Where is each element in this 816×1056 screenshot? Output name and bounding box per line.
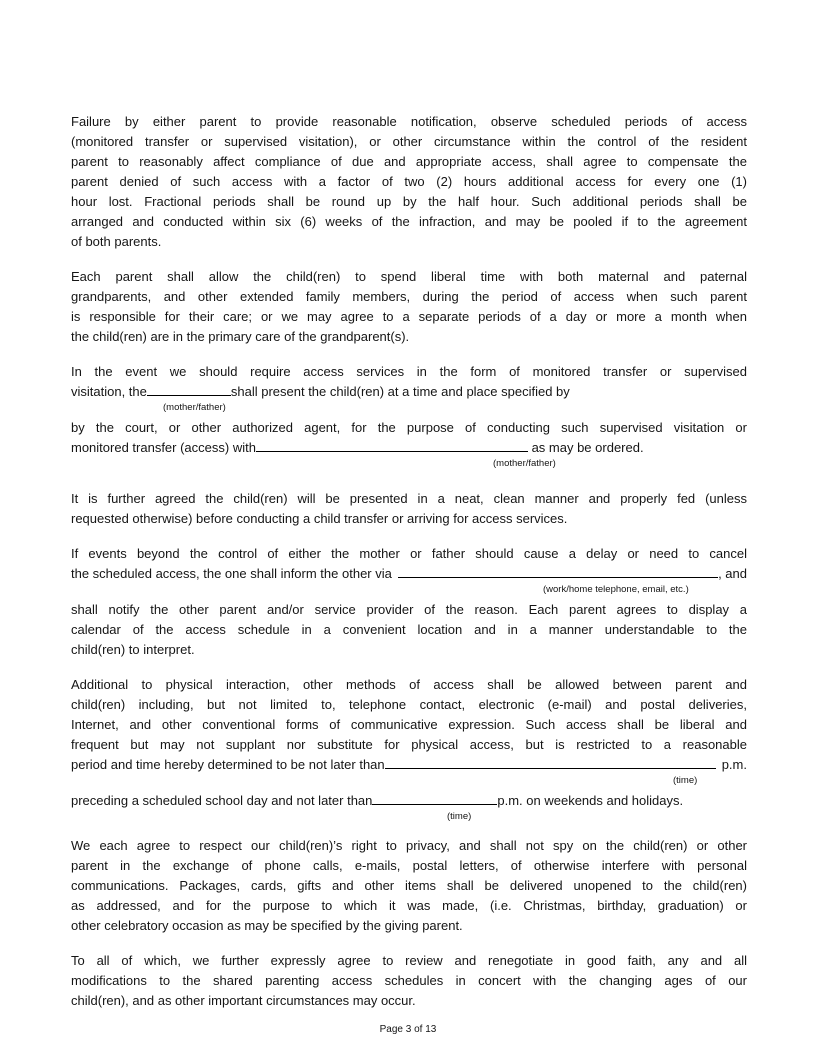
text-line: is responsible for their care; or we may agree to a separate periods of a day or more a month when [71,309,747,324]
text-line: Internet, and other conventional forms of communicative expression. Such access shall be liberal and [71,717,747,732]
blank-caption-time: (time) [447,811,472,822]
text-line: To all of which, we further expressly agree to review and renegotiate in good faith, any and all [71,953,747,968]
text-line: Each parent shall allow the child(ren) to spend liberal time with both maternal and paternal [71,269,747,284]
text-segment: shall present the child(ren) at a time and place specified by [230,384,570,399]
text-line: frequent but may not supplant nor substitute for physical access, but is restricted to a reasonable [71,737,747,752]
text-line: We each agree to respect our child(ren)’s right to privacy, and shall not spy on the child(ren) or other [71,838,747,853]
paragraph-access-services [71,362,747,474]
text-line: by the court, or other authorized agent, for the purpose of conducting such supervised visitation or [71,420,747,435]
text-line: grandparents, and other extended family members, during the period of access when such parent [71,289,747,304]
text-line: of both parents. [71,234,162,249]
text-line: modifications to the shared parenting access schedules in concert with the changing ages of our [71,973,747,988]
text-line: as addressed, and for the purpose to which it was made, (i.e. Christmas, birthday, graduation) or [71,898,747,913]
text-line-with-blank [71,564,747,584]
text-line: child(ren) to interpret. [71,642,195,657]
text-line-with-blank [71,382,747,402]
text-segment: as may be ordered. [527,440,644,455]
text-segment: , and [718,566,747,581]
contact-method-blank[interactable] [398,564,718,578]
paragraph-grandparents-time [71,267,747,347]
blank-caption-contact-method: (work/home telephone, email, etc.) [543,584,689,595]
text-line-with-blank [71,791,747,811]
text-line: parent to reasonably affect compliance of due and appropriate access, shall agree to compensate the [71,154,747,169]
text-line: other celebratory occasion as may be specified by the giving parent. [71,918,463,933]
text-line: It is further agreed the child(ren) will be presented in a neat, clean manner and properly fed (unless [71,491,747,506]
text-line: requested otherwise) before conducting a child transfer or arriving for access services. [71,511,568,526]
text-line: parent denied of such access with a factor of two (2) hours additional access for every one (1) [71,174,747,189]
paragraph-child-presentation [71,489,747,529]
text-line: In the event we should require access services in the form of monitored transfer or supervised [71,364,747,379]
weekend-time-blank[interactable] [372,792,497,805]
text-line: communications. Packages, cards, gifts and other items shall be delivered unopened to the child(ren) [71,878,747,893]
text-line: If events beyond the control of either the mother or father should cause a delay or need to cancel [71,546,747,561]
document-body [71,112,747,1026]
paragraph-communication-access [71,675,747,827]
paragraph-access-compensation [71,112,747,252]
text-line: child(ren), and as other important circumstances may occur. [71,993,416,1008]
weekday-time-blank[interactable] [385,755,716,769]
text-segment: p.m. on weekends and holidays. [497,793,684,808]
blank-caption-mother-father: (mother/father) [163,402,226,413]
text-segment: period and time hereby determined to be not later than [71,757,385,772]
text-line: the child(ren) are in the primary care of the grandparent(s). [71,329,410,344]
text-line: hour lost. Fractional periods shall be round up by the half hour. Such additional periods shall be [71,194,747,209]
paragraph-renegotiation [71,951,747,1011]
mother-father-blank-1[interactable] [147,383,231,396]
text-line: parent in the exchange of phone calls, e-mails, postal letters, of otherwise interfere with personal [71,858,747,873]
paragraph-privacy [71,836,747,936]
text-segment: preceding a scheduled school day and not later than [71,793,373,808]
blank-caption-mother-father: (mother/father) [493,458,556,469]
text-line: child(ren) including, but not limited to, telephone contact, electronic (e-mail) and postal deliveries, [71,697,747,712]
text-segment: monitored transfer (access) with [71,440,256,455]
mother-father-blank-2[interactable] [256,439,528,452]
text-line-with-blank [71,755,747,775]
page-number: Page 3 of 13 [379,1024,437,1035]
text-segment: the scheduled access, the one shall inform the other via [71,566,392,581]
text-segment: p.m. [721,757,747,772]
text-line: (monitored transfer or supervised visitation), or other circumstance within the control of the resident [71,134,747,149]
text-line: calendar of the access schedule in a convenient location and in a manner understandable to the [71,622,747,637]
text-line-with-blank [71,438,747,458]
text-segment: visitation, the [71,384,147,399]
text-line: shall notify the other parent and/or service provider of the reason. Each parent agrees to display a [71,602,747,617]
blank-caption-time: (time) [673,775,698,786]
text-line: Additional to physical interaction, other methods of access shall be allowed between parent and [71,677,747,692]
text-line: Failure by either parent to provide reasonable notification, observe scheduled periods of access [71,114,747,129]
text-line: arranged and conducted within six (6) weeks of the infraction, and may be pooled if to the agreement [71,214,747,229]
paragraph-delay-notification [71,544,747,660]
